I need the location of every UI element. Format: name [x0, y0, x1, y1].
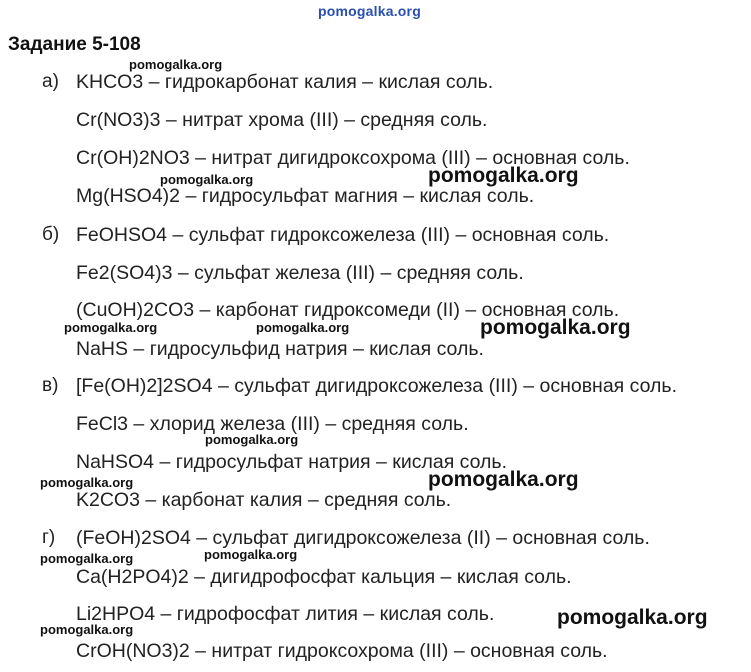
answer-line: NaHSO4 – гидросульфат натрия – кислая соль.: [76, 451, 508, 473]
watermark-big: pomogalka.org: [480, 316, 631, 339]
watermark-small: pomogalka.org: [160, 172, 254, 187]
watermark-small: pomogalka.org: [204, 547, 298, 562]
answer-line: Cr(OH)2NO3 – нитрат дигидроксохрома (III) – основная соль.: [76, 147, 630, 169]
watermark-small: pomogalka.org: [40, 475, 134, 490]
section-label-b: б): [42, 224, 60, 245]
watermark-small: pomogalka.org: [64, 320, 158, 335]
watermark-small: pomogalka.org: [256, 320, 350, 335]
answer-line: [Fe(OH)2]2SO4 – сульфат дигидроксожелеза (III) – основная соль.: [76, 375, 677, 397]
answer-line: FeOHSO4 – сульфат гидроксожелеза (III) – основная соль.: [76, 224, 610, 246]
section-label-a: а): [42, 71, 59, 92]
watermark-small: pomogalka.org: [205, 432, 299, 447]
answer-line: KHCO3 – гидрокарбонат калия – кислая соль.: [76, 71, 494, 93]
task-title: Задание 5-108: [8, 34, 141, 55]
watermark-big: pomogalka.org: [428, 468, 579, 491]
watermark-small: pomogalka.org: [129, 57, 223, 72]
answer-line: NaHS – гидросульфид натрия – кислая соль.: [76, 338, 484, 360]
answer-line: Li2HPO4 – гидрофосфат лития – кислая соль.: [76, 603, 495, 625]
section-label-v: в): [42, 375, 59, 396]
watermark-small: pomogalka.org: [40, 551, 134, 566]
answer-line: (CuOH)2CO3 – карбонат гидроксомеди (II) – основная соль.: [76, 299, 620, 321]
watermark-big: pomogalka.org: [557, 606, 708, 629]
watermark-top: pomogalka.org: [318, 3, 421, 19]
watermark-small: pomogalka.org: [40, 622, 134, 637]
answer-line: K2CO3 – карбонат калия – средняя соль.: [76, 489, 452, 511]
answer-line: FeCl3 – хлорид железа (III) – средняя соль.: [76, 413, 469, 435]
watermark-big: pomogalka.org: [428, 164, 579, 187]
answer-line: Mg(HSO4)2 – гидросульфат магния – кислая соль.: [76, 185, 535, 207]
answer-line: Cr(NO3)3 – нитрат хрома (III) – средняя соль.: [76, 109, 488, 131]
answer-line: CrOH(NO3)2 – нитрат гидроксохрома (III) – основная соль.: [76, 640, 608, 662]
answer-line: Fe2(SO4)3 – сульфат железа (III) – средняя соль.: [76, 262, 524, 284]
answer-line: (FeOH)2SO4 – сульфат дигидроксожелеза (II) – основная соль.: [76, 527, 650, 549]
section-label-g: г): [42, 527, 56, 548]
answer-line: Ca(H2PO4)2 – дигидрофосфат кальция – кислая соль.: [76, 566, 572, 588]
